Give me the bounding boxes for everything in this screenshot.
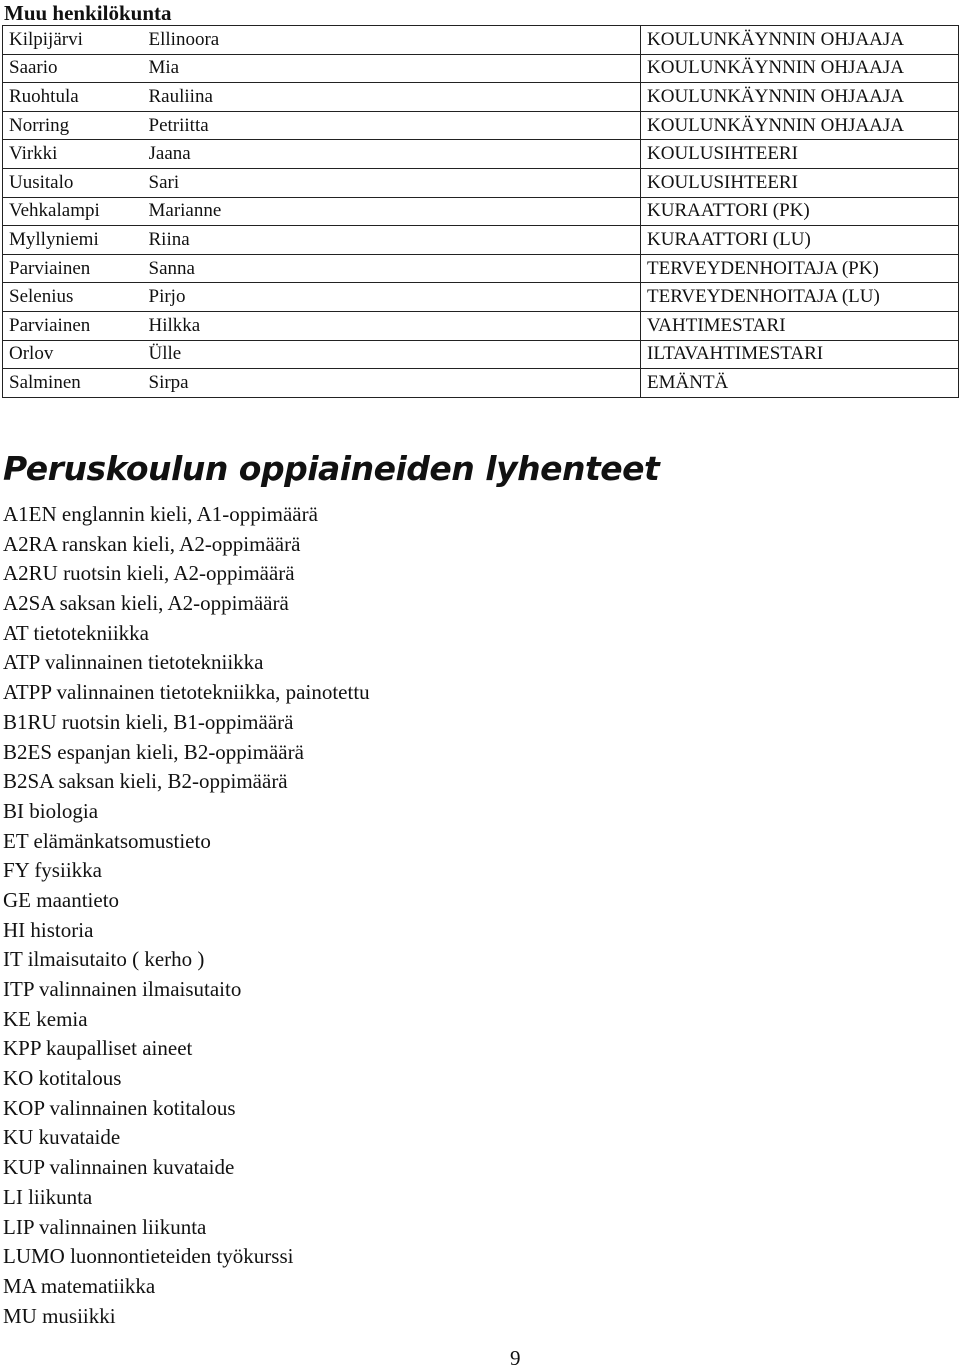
staff-row xyxy=(3,311,959,340)
staff-role: KOULUSIHTEERI xyxy=(641,168,959,197)
staff-table xyxy=(2,25,959,398)
staff-role: KURAATTORI (PK) xyxy=(641,197,959,226)
staff-row xyxy=(3,197,959,226)
abbreviation-item: B1RU ruotsin kieli, B1-oppimäärä xyxy=(3,709,294,734)
staff-last-name: Selenius xyxy=(3,283,149,312)
abbreviation-item: KOP valinnainen kotitalous xyxy=(3,1095,236,1120)
staff-first-name: Sirpa xyxy=(149,369,641,398)
staff-last-name: Saario xyxy=(3,54,149,83)
abbreviation-item: ET elämänkatsomustieto xyxy=(3,828,211,853)
abbreviation-item: B2SA saksan kieli, B2-oppimäärä xyxy=(3,769,288,794)
abbreviation-item: A1EN englannin kieli, A1-oppimäärä xyxy=(3,502,318,526)
abbreviation-item: LIP valinnainen liikunta xyxy=(3,1214,207,1239)
staff-first-name: Sanna xyxy=(149,254,641,283)
staff-last-name: Kilpijärvi xyxy=(3,26,149,55)
staff-last-name: Norring xyxy=(3,111,149,140)
staff-row xyxy=(3,26,959,55)
abbreviation-item: A2SA saksan kieli, A2-oppimäärä xyxy=(3,591,289,616)
abbreviation-item: ITP valinnainen ilmaisutaito xyxy=(3,977,242,1001)
staff-first-name: Mia xyxy=(149,54,641,83)
abbreviation-item: BI biologia xyxy=(3,798,99,823)
staff-row xyxy=(3,140,959,169)
staff-last-name: Ruohtula xyxy=(3,83,149,112)
abbreviation-item: ATP valinnainen tietotekniikka xyxy=(3,650,264,675)
staff-role: KOULUNKÄYNNIN OHJAAJA xyxy=(641,83,959,112)
staff-role: KOULUNKÄYNNIN OHJAAJA xyxy=(641,111,959,140)
staff-role: KOULUNKÄYNNIN OHJAAJA xyxy=(641,54,959,83)
abbreviation-item: MU musiikki xyxy=(3,1303,116,1328)
staff-first-name: Sari xyxy=(149,168,641,197)
staff-first-name: Pirjo xyxy=(149,283,641,312)
page-number: 9 xyxy=(510,1346,521,1370)
staff-first-name: Marianne xyxy=(149,197,641,226)
abbreviation-item: FY fysiikka xyxy=(3,858,102,883)
staff-first-name: Ülle xyxy=(149,340,641,369)
staff-row xyxy=(3,369,959,398)
abbreviations-title: Peruskoulun oppiaineiden lyhenteet xyxy=(3,449,660,488)
staff-first-name: Jaana xyxy=(149,140,641,169)
abbreviation-item: B2ES espanjan kieli, B2-oppimäärä xyxy=(3,739,304,764)
staff-row xyxy=(3,226,959,255)
abbreviation-item: KE kemia xyxy=(3,1006,88,1031)
abbreviations-list xyxy=(3,500,370,1331)
staff-first-name: Rauliina xyxy=(149,83,641,112)
staff-first-name: Hilkka xyxy=(149,311,641,340)
staff-last-name: Uusitalo xyxy=(3,168,149,197)
staff-role: KURAATTORI (LU) xyxy=(641,226,959,255)
abbreviation-item: MA matematiikka xyxy=(3,1273,156,1298)
staff-row xyxy=(3,168,959,197)
abbreviation-item: AT tietotekniikka xyxy=(3,620,150,645)
staff-section-title: Muu henkilökunta xyxy=(4,1,172,25)
staff-last-name: Virkki xyxy=(3,140,149,169)
staff-last-name: Myllyniemi xyxy=(3,226,149,255)
staff-role: TERVEYDENHOITAJA (PK) xyxy=(641,254,959,283)
abbreviation-item: LUMO luonnontieteiden työkurssi xyxy=(3,1244,294,1269)
staff-row xyxy=(3,340,959,369)
staff-role: KOULUNKÄYNNIN OHJAAJA xyxy=(641,26,959,55)
staff-role: TERVEYDENHOITAJA (LU) xyxy=(641,283,959,312)
staff-row xyxy=(3,283,959,312)
staff-row xyxy=(3,111,959,140)
abbreviation-item: KU kuvataide xyxy=(3,1125,121,1150)
abbreviation-item: KUP valinnainen kuvataide xyxy=(3,1155,235,1180)
staff-first-name: Riina xyxy=(149,226,641,255)
staff-row xyxy=(3,254,959,283)
staff-row xyxy=(3,54,959,83)
abbreviation-item: KO kotitalous xyxy=(3,1066,122,1091)
staff-last-name: Parviainen xyxy=(3,311,149,340)
staff-first-name: Petriitta xyxy=(149,111,641,140)
staff-role: EMÄNTÄ xyxy=(641,369,959,398)
staff-role: ILTAVAHTIMESTARI xyxy=(641,340,959,369)
staff-first-name: Ellinoora xyxy=(149,26,641,55)
abbreviation-item: KPP kaupalliset aineet xyxy=(3,1036,193,1061)
staff-last-name: Salminen xyxy=(3,369,149,398)
staff-role: VAHTIMESTARI xyxy=(641,311,959,340)
abbreviation-item: LI liikunta xyxy=(3,1184,93,1209)
staff-last-name: Vehkalampi xyxy=(3,197,149,226)
staff-last-name: Orlov xyxy=(3,340,149,369)
abbreviation-item: A2RU ruotsin kieli, A2-oppimäärä xyxy=(3,561,295,586)
staff-table-body xyxy=(3,26,959,398)
abbreviation-item: A2RA ranskan kieli, A2-oppimäärä xyxy=(3,531,301,556)
staff-row xyxy=(3,83,959,112)
abbreviation-item: IT ilmaisutaito ( kerho ) xyxy=(3,947,205,972)
staff-role: KOULUSIHTEERI xyxy=(641,140,959,169)
abbreviation-item: GE maantieto xyxy=(3,887,120,912)
abbreviation-item: ATPP valinnainen tietotekniikka, painotettu xyxy=(3,680,370,705)
abbreviation-item: HI historia xyxy=(3,917,94,942)
staff-last-name: Parviainen xyxy=(3,254,149,283)
